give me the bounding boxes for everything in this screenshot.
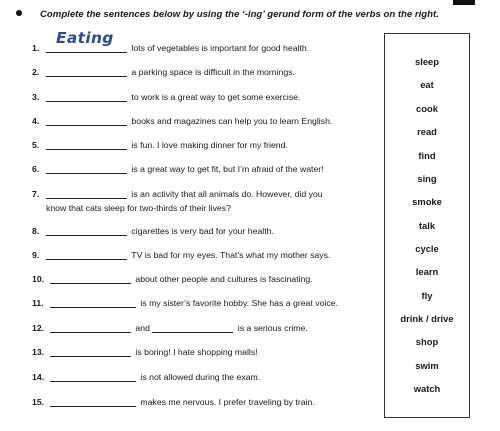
handwritten-answer: Eating — [56, 29, 114, 47]
sentence-text: and — [135, 323, 150, 333]
answer-blank[interactable] — [46, 92, 127, 102]
sentence-text: books and magazines can help you to learn English. — [131, 116, 333, 126]
verb-box — [384, 33, 470, 418]
item-number: 12. — [32, 323, 45, 333]
answer-blank[interactable] — [50, 323, 131, 333]
verb-smoke: smoke — [412, 196, 442, 207]
verb-cook: cook — [416, 103, 438, 114]
answer-blank[interactable] — [50, 397, 136, 407]
item-number: 1. — [32, 43, 40, 53]
sentence-text: is my sister’s favorite hobby. She has a great voice. — [140, 298, 338, 308]
item-number: 7. — [32, 189, 40, 199]
verb-eat: eat — [420, 79, 434, 90]
verb-sleep: sleep — [415, 56, 439, 67]
item-number: 6. — [32, 164, 40, 174]
verb-read: read — [417, 126, 437, 137]
item-number: 13. — [32, 347, 45, 357]
sentence-text: is fun. I love making dinner for my friend. — [131, 140, 288, 150]
item-number: 15. — [32, 397, 45, 407]
item-number: 11. — [32, 298, 44, 308]
verb-learn: learn — [415, 266, 439, 277]
corner-mark — [453, 0, 475, 5]
verb-talk: talk — [418, 220, 436, 231]
sentence-text: is a great way to get fit, but I’m afraid of the water! — [131, 164, 324, 174]
verb-swim: swim — [415, 360, 439, 371]
verb-cycle: cycle — [415, 243, 439, 254]
verb-drink-drive: drink / drive — [400, 313, 454, 324]
item-number: 8. — [32, 226, 40, 236]
verb-fly: fly — [421, 290, 433, 301]
item-number: 9. — [32, 250, 40, 260]
sentence-text: TV is bad for my eyes. That’s what my mother says. — [131, 250, 331, 260]
verb-find: find — [418, 150, 436, 161]
item-number: 2. — [32, 67, 40, 77]
answer-blank[interactable] — [46, 250, 127, 260]
verb-sing: sing — [417, 173, 437, 184]
sentence-text: lots of vegetables is important for good health. — [131, 43, 310, 53]
verb-shop: shop — [415, 336, 439, 347]
answer-blank[interactable] — [50, 298, 136, 308]
answer-blank-second[interactable] — [152, 323, 233, 333]
answer-blank[interactable] — [46, 29, 127, 53]
sentence-text: about other people and cultures is fascinating. — [135, 274, 313, 284]
answer-blank[interactable] — [50, 372, 136, 382]
verb-watch: watch — [413, 383, 441, 394]
answer-blank[interactable] — [46, 140, 127, 150]
sentence-text: is boring! I hate shopping malls! — [135, 347, 258, 357]
answer-blank[interactable] — [50, 347, 131, 357]
item-number: 5. — [32, 140, 40, 150]
instruction: Complete the sentences below by using the ‘-ing’ gerund form of the verbs on the right. — [16, 9, 439, 20]
sentence-text: is a serious crime. — [237, 323, 308, 333]
answer-blank[interactable] — [46, 164, 127, 174]
answer-blank[interactable] — [46, 67, 127, 77]
sentence-text: makes me nervous. I prefer traveling by train. — [140, 397, 315, 407]
answer-blank[interactable] — [50, 274, 131, 284]
item-number: 4. — [32, 116, 40, 126]
sentence-text: is an activity that all animals do. However, did you — [131, 189, 323, 199]
sentence-text: cigarettes is very bad for your health. — [131, 226, 274, 236]
sentence-text: is not allowed during the exam. — [140, 372, 261, 382]
bullet-icon — [16, 10, 22, 16]
answer-blank[interactable] — [46, 226, 127, 236]
item-number: 3. — [32, 92, 40, 102]
sentence-text: to work is a great way to get some exercise. — [131, 92, 301, 102]
answer-blank[interactable] — [46, 189, 127, 199]
answer-blank[interactable] — [46, 116, 127, 126]
sentence-continuation: know that cats sleep for two-thirds of their lives? — [46, 203, 231, 213]
item-number: 14. — [32, 372, 45, 382]
item-number: 10. — [32, 274, 45, 284]
sentence-text: a parking space is difficult in the mornings. — [131, 67, 295, 77]
